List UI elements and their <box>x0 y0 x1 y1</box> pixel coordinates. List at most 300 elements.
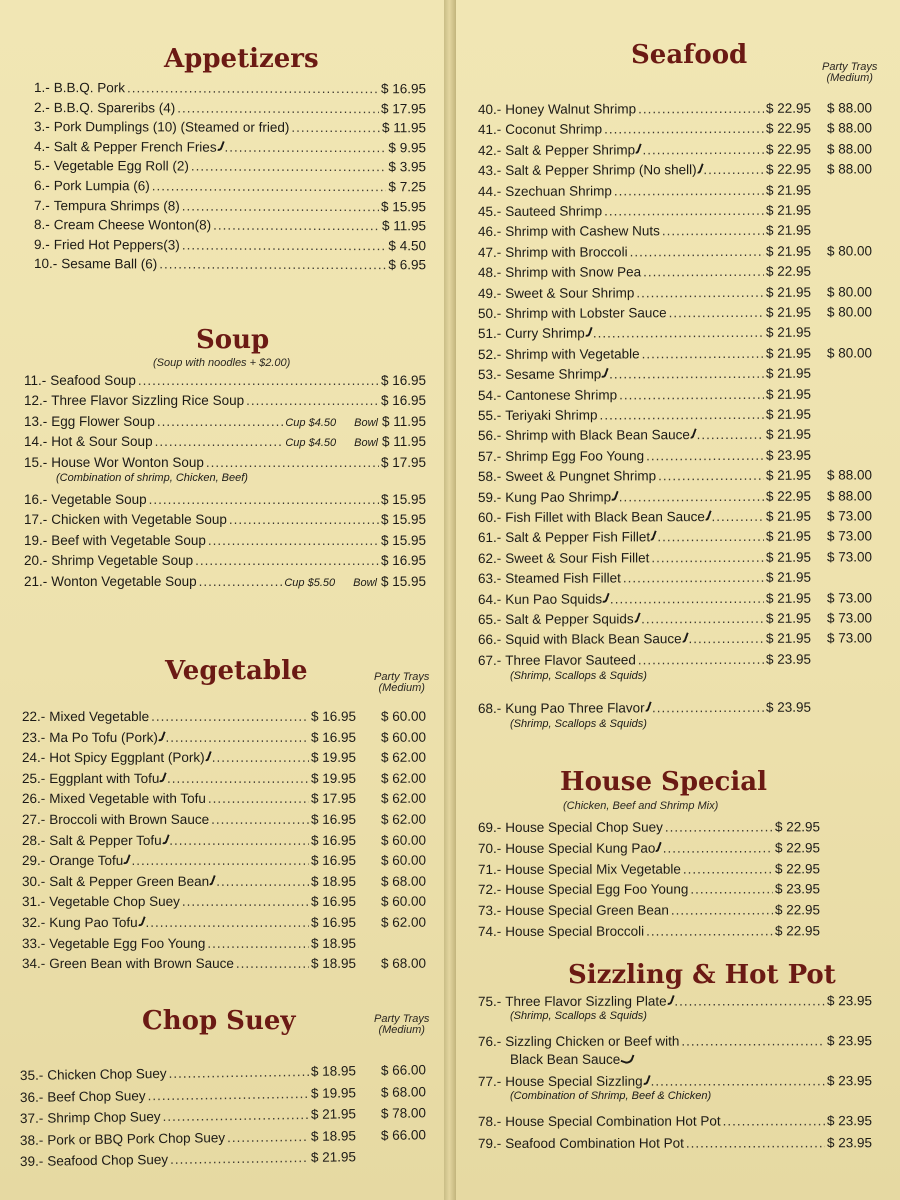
leader-dots <box>159 255 386 276</box>
item-price: $ 16.95 <box>380 553 426 569</box>
item-number: 36.- <box>19 1089 44 1105</box>
leader-dots <box>638 650 764 671</box>
bowl-label: Bowl <box>353 576 377 589</box>
menu-item <box>24 371 426 391</box>
item-name: Szechuan Shrimp <box>505 183 612 199</box>
bowl-label: Bowl <box>354 437 378 450</box>
party-tray-price: $ 80.00 <box>826 284 873 300</box>
leader-dots <box>207 933 309 953</box>
item-number: 66.- <box>477 632 502 648</box>
leader-dots <box>651 1071 825 1091</box>
item-name: Seafood Soup <box>50 373 136 388</box>
item-number: 47.- <box>477 244 502 260</box>
leader-dots <box>236 954 309 974</box>
item-price: $ 21.95 <box>765 467 812 484</box>
item-number: 30.- <box>21 873 46 889</box>
party-tray-price: $ 60.00 <box>380 852 427 869</box>
item-number: 56.- <box>477 428 502 444</box>
item-price: $ 23.95 <box>826 1135 873 1151</box>
leader-dots <box>669 303 764 323</box>
item-price: $ 21.95 <box>310 1149 357 1165</box>
leader-dots <box>630 242 764 263</box>
leader-dots <box>149 490 379 510</box>
item-price: $ 23.95 <box>765 699 812 716</box>
leader-dots <box>166 727 309 747</box>
item-description: (Combination of Shrimp, Beef & Chicken) <box>510 1090 712 1102</box>
party-tray-price: $ 62.00 <box>380 770 427 786</box>
item-number: 62.- <box>477 550 502 566</box>
item-name: Sweet & Sour Fish Fillet <box>505 550 650 566</box>
item-number: 75.- <box>477 993 502 1009</box>
menu-item <box>478 364 872 386</box>
item-price: $ 19.95 <box>310 770 357 786</box>
item-name: Beef with Vegetable Soup <box>51 532 206 548</box>
item-number: 3.- <box>33 119 50 135</box>
menu-item <box>24 531 426 551</box>
item-name: House Special Egg Foo Young <box>505 881 689 898</box>
vegetable-title: Vegetable <box>165 656 308 686</box>
menu-item <box>22 707 426 727</box>
soup-note: (Soup with noodles + $2.00) <box>153 357 291 369</box>
party-tray-price: $ 68.00 <box>380 955 427 972</box>
chili-pepper-icon <box>209 875 216 886</box>
item-price: $ 22.95 <box>774 860 821 876</box>
leader-dots <box>646 446 764 466</box>
leader-dots <box>212 748 309 768</box>
item-price: $ 21.95 <box>765 325 812 341</box>
seafood-title: Seafood <box>631 40 748 70</box>
item-name: Sesame Ball (6) <box>61 256 158 272</box>
menu-item <box>478 880 820 901</box>
chop-suey-trays-header <box>374 1014 429 1036</box>
item-name: Salt & Pepper Shrimp (No shell) <box>505 162 697 179</box>
leader-dots <box>213 216 380 237</box>
leader-dots <box>191 157 387 178</box>
item-name: Salt & Pepper Shrimp <box>505 142 636 158</box>
item-name: Salt & Pepper Squids <box>505 611 634 627</box>
menu-item <box>34 235 426 256</box>
item-name: Vegetable Egg Foo Young <box>49 935 206 951</box>
leader-dots <box>642 344 764 364</box>
party-tray-price: $ 73.00 <box>826 590 873 606</box>
item-price: $ 16.95 <box>310 811 357 827</box>
menu-item <box>24 453 426 473</box>
leader-dots <box>182 235 387 256</box>
leader-dots <box>131 851 309 871</box>
appetizers-title: Appetizers <box>164 44 319 74</box>
item-name: Vegetable Egg Roll (2) <box>53 158 189 174</box>
item-name: Seafood Chop Suey <box>47 1151 169 1169</box>
leader-dots <box>683 859 773 879</box>
item-price: $ 22.95 <box>765 121 812 137</box>
menu-item <box>478 859 820 880</box>
item-number: 61.- <box>477 530 502 546</box>
chili-pepper-icon <box>650 530 657 541</box>
item-name: Squid with Black Bean Sauce <box>505 631 682 648</box>
item-name: Fried Hot Peppers(3) <box>53 236 180 253</box>
leader-dots <box>697 425 764 445</box>
party-tray-price: $ 80.00 <box>826 243 873 259</box>
party-tray-price: $ 68.00 <box>380 1083 427 1100</box>
leader-dots <box>657 527 764 547</box>
menu-item <box>22 748 426 768</box>
item-price: $ 16.95 <box>310 853 357 869</box>
item-price: $ 17.95 <box>380 454 426 470</box>
trays-label: Party Trays <box>374 671 430 683</box>
item-number: 42.- <box>477 142 502 158</box>
item-number: 2.- <box>33 99 50 115</box>
menu-item <box>34 98 426 119</box>
menu-item <box>22 872 426 892</box>
party-tray-price: $ 88.00 <box>826 488 873 504</box>
chili-pepper-icon <box>690 428 696 439</box>
item-price: $ 21.95 <box>310 1106 357 1122</box>
item-price: $ 22.95 <box>765 263 812 280</box>
leader-dots <box>229 510 379 530</box>
leader-dots <box>651 548 764 568</box>
item-number: 55.- <box>477 407 502 423</box>
item-number: 19.- <box>24 532 48 548</box>
item-price: $ 15.95 <box>380 492 426 507</box>
menu-item <box>22 933 426 953</box>
item-price: $ 15.95 <box>380 532 426 548</box>
item-name: Fish Fillet with Black Bean Sauce <box>505 509 705 525</box>
item-number: 16.- <box>24 492 48 507</box>
party-tray-price: $ 88.00 <box>826 100 873 116</box>
menu-item <box>478 486 872 508</box>
item-price: $ 19.95 <box>310 1084 357 1101</box>
item-number: 54.- <box>477 387 502 403</box>
item-price: $ 23.95 <box>826 1113 873 1129</box>
chili-pepper-icon <box>682 632 688 643</box>
leader-dots <box>168 1062 309 1084</box>
item-number: 26.- <box>21 791 46 807</box>
leader-dots <box>167 769 309 789</box>
menu-item <box>478 1133 872 1154</box>
leader-dots <box>681 1031 825 1051</box>
leader-dots <box>216 872 309 892</box>
leader-dots <box>138 371 379 391</box>
item-number: 15.- <box>24 454 48 470</box>
chili-pepper-icon <box>162 833 169 845</box>
cup-price: Cup $4.50 <box>285 437 337 450</box>
item-price: $ 11.95 <box>381 413 426 429</box>
menu-fold <box>444 0 456 1200</box>
item-name: Seafood Combination Hot Pot <box>505 1135 684 1151</box>
leader-dots <box>623 568 764 589</box>
item-number: 68.- <box>477 701 502 717</box>
menu-item <box>24 391 426 411</box>
party-tray-price: $ 62.00 <box>380 791 427 807</box>
leader-dots <box>646 921 773 941</box>
menu-item <box>34 176 426 197</box>
item-price: $ 15.95 <box>380 198 427 214</box>
item-number: 52.- <box>477 346 502 362</box>
item-name: Salt & Pepper Fish Fillet <box>505 529 651 546</box>
menu-item <box>478 1111 872 1132</box>
leader-dots <box>690 880 773 900</box>
item-price: $ 11.95 <box>381 120 427 136</box>
item-name: Green Bean with Brown Sauce <box>49 956 234 972</box>
item-number: 78.- <box>477 1113 502 1129</box>
leader-dots <box>636 282 764 303</box>
item-number: 17.- <box>24 512 48 528</box>
leader-dots <box>610 588 764 609</box>
menu-item <box>478 1031 872 1052</box>
party-tray-price: $ 73.00 <box>826 630 873 646</box>
menu-item <box>22 727 426 747</box>
chili-pepper-icon <box>585 327 593 339</box>
leader-dots <box>157 412 284 432</box>
item-name: Salt & Pepper Green Bean <box>49 873 210 889</box>
item-description: (Shrimp, Scallops & Squids) <box>510 669 647 682</box>
item-number: 8.- <box>33 217 50 233</box>
item-number: 35.- <box>19 1067 44 1083</box>
item-price: $ 22.95 <box>765 141 812 157</box>
item-name: Teriyaki Shrimp <box>505 407 598 423</box>
party-tray-price: $ 88.00 <box>826 120 873 136</box>
item-number: 53.- <box>477 367 502 383</box>
menu-item <box>478 384 872 406</box>
item-name: Salt & Pepper Tofu <box>49 832 162 848</box>
item-number: 10.- <box>33 256 58 272</box>
item-name: Shrimp with Snow Pea <box>505 264 642 281</box>
leader-dots <box>182 892 309 912</box>
leader-dots <box>674 991 825 1011</box>
item-price: $ 16.95 <box>310 914 357 930</box>
item-price: $ 21.95 <box>765 569 812 586</box>
item-name: Mixed Vegetable with Tofu <box>49 791 206 807</box>
item-price: $ 22.95 <box>774 840 821 856</box>
menu-item <box>478 302 872 324</box>
item-name: Shrimp with Cashew Nuts <box>505 223 660 240</box>
menu-item <box>34 156 426 177</box>
item-price: $ 21.95 <box>765 304 812 320</box>
item-name: Ma Po Tofu (Pork) <box>49 729 158 745</box>
item-name: Coconut Shrimp <box>505 121 603 138</box>
menu-item <box>34 215 426 236</box>
menu-item <box>24 432 426 452</box>
menu-item <box>478 241 872 263</box>
item-number: 72.- <box>477 882 502 898</box>
cup-price: Cup $4.50 <box>285 416 337 429</box>
item-price: $ 23.95 <box>826 1073 873 1089</box>
menu-item <box>478 817 820 838</box>
leader-dots <box>227 1126 309 1147</box>
item-number: 64.- <box>477 591 502 607</box>
leader-dots <box>658 466 764 486</box>
item-name: Beef Chop Suey <box>47 1087 146 1105</box>
menu-item <box>24 572 426 592</box>
item-description: (Combination of shrimp, Chicken, Beef) <box>56 471 248 484</box>
leader-dots <box>211 810 309 830</box>
item-name: House Special Green Bean <box>505 902 669 919</box>
item-name: Hot & Sour Soup <box>51 434 153 450</box>
item-price: $ 18.95 <box>310 1063 357 1079</box>
item-number: 70.- <box>477 840 502 856</box>
chili-pepper-icon <box>621 1051 635 1065</box>
trays-label: Party Trays <box>822 61 878 73</box>
chili-pepper-icon <box>158 730 165 742</box>
item-number: 33.- <box>21 935 46 951</box>
house-special-title: House Special <box>560 767 767 797</box>
menu-item <box>24 490 426 510</box>
menu-item <box>478 404 872 426</box>
item-number: 57.- <box>477 448 502 464</box>
item-price: $ 22.95 <box>774 923 821 939</box>
chili-pepper-icon <box>611 490 618 502</box>
item-price: $ 7.25 <box>388 179 427 195</box>
item-name: Cream Cheese Wonton(8) <box>53 217 212 233</box>
item-number: 45.- <box>477 203 502 219</box>
menu-item <box>22 769 426 789</box>
item-name: Curry Shrimp <box>505 325 585 342</box>
soup-title: Soup <box>196 325 270 355</box>
party-tray-price: $ 66.00 <box>380 1062 427 1078</box>
party-tray-price: $ 80.00 <box>826 304 873 320</box>
item-name: Shrimp Vegetable Soup <box>51 553 194 569</box>
item-name: Pork or BBQ Pork Chop Suey <box>47 1129 226 1148</box>
menu-item <box>478 629 872 651</box>
menu-item <box>34 78 426 99</box>
item-price: $ 9.95 <box>388 140 427 156</box>
item-name: Tempura Shrimps (8) <box>53 197 180 214</box>
item-price: $ 17.95 <box>310 791 357 807</box>
item-name: House Special Sizzling <box>505 1073 643 1089</box>
party-tray-price: $ 60.00 <box>380 729 427 745</box>
leader-dots <box>686 1133 825 1153</box>
item-number: 44.- <box>477 183 502 199</box>
party-tray-price: $ 88.00 <box>826 161 873 177</box>
party-tray-price: $ 78.00 <box>380 1105 427 1121</box>
menu-item <box>22 954 426 974</box>
item-number: 22.- <box>21 708 46 724</box>
item-number: 20.- <box>24 553 48 569</box>
menu-item <box>22 892 426 912</box>
menu-item <box>478 838 820 859</box>
leader-dots <box>665 817 773 837</box>
party-tray-price: $ 60.00 <box>380 708 427 724</box>
menu-item <box>478 608 872 630</box>
item-number: 67.- <box>477 652 502 668</box>
chili-pepper-icon <box>635 143 642 155</box>
item-price: $ 16.95 <box>380 81 427 97</box>
item-number: 39.- <box>19 1153 44 1169</box>
trays-size: (Medium) <box>378 1024 425 1036</box>
item-price: $ 18.95 <box>310 873 357 889</box>
item-number: 43.- <box>477 163 502 179</box>
item-price: $ 21.95 <box>765 631 812 647</box>
item-name: Three Flavor Sauteed <box>505 652 636 668</box>
party-tray-price: $ 73.00 <box>826 610 873 626</box>
item-number: 23.- <box>21 729 46 745</box>
item-name: Kung Pao Tofu <box>49 914 138 930</box>
menu-item <box>478 527 872 549</box>
item-number: 76.- <box>477 1033 502 1049</box>
chili-pepper-icon <box>602 367 609 379</box>
item-number: 1.- <box>33 80 50 96</box>
party-tray-price: $ 80.00 <box>826 345 873 361</box>
item-name: House Special Kung Pao <box>505 840 656 856</box>
trays-size: (Medium) <box>378 682 425 694</box>
item-price: $ 16.95 <box>380 373 426 388</box>
item-name: Hot Spicy Eggplant (Pork) <box>49 750 205 766</box>
menu-item <box>478 921 820 942</box>
chop-suey-title: Chop Suey <box>142 1006 296 1036</box>
item-name: House Special Combination Hot Pot <box>505 1113 721 1129</box>
item-number: 4.- <box>33 138 50 154</box>
item-name: Pork Dumplings (10) (Steamed or fried) <box>53 119 290 136</box>
item-number: 32.- <box>21 914 46 930</box>
item-name: Orange Tofu <box>49 853 124 869</box>
item-price: $ 21.95 <box>765 549 812 565</box>
item-name: Shrimp Egg Foo Young <box>505 448 645 464</box>
item-price: $ 18.95 <box>310 956 357 972</box>
item-number: 48.- <box>477 265 502 281</box>
menu-item <box>34 254 426 275</box>
cup-price: Cup $5.50 <box>284 576 336 589</box>
seafood-trays-header <box>822 62 877 84</box>
item-name: Shrimp with Lobster Sauce <box>505 305 667 321</box>
item-name: Salt & Pepper French Fries <box>53 138 217 155</box>
item-number: 37.- <box>19 1110 44 1126</box>
item-description: (Shrimp, Scallops & Squids) <box>510 1010 647 1022</box>
item-price: $ 16.95 <box>380 393 426 409</box>
leader-dots <box>151 707 309 727</box>
item-number: 73.- <box>477 903 502 919</box>
leader-dots <box>155 432 284 452</box>
item-price: $ 22.95 <box>765 161 812 178</box>
chili-pepper-icon <box>634 612 641 624</box>
item-price: $ 23.95 <box>765 447 812 463</box>
item-name: Shrimp with Vegetable <box>505 346 640 362</box>
chili-pepper-icon <box>138 916 145 928</box>
leader-dots <box>127 78 379 99</box>
item-price: $ 22.95 <box>774 819 821 835</box>
menu-item <box>478 221 872 243</box>
item-number: 12.- <box>24 393 48 409</box>
item-name-continued: Black Bean Sauce <box>510 1050 633 1070</box>
menu-item <box>478 568 872 590</box>
item-name: Vegetable Chop Suey <box>49 894 180 910</box>
item-number: 50.- <box>477 305 502 321</box>
leader-dots <box>593 323 764 344</box>
item-name: House Wor Wonton Soup <box>51 454 204 470</box>
item-name: Shrimp with Broccoli <box>505 244 628 260</box>
item-price: $ 21.95 <box>765 610 812 626</box>
menu-item <box>24 551 426 571</box>
item-name: Sizzling Chicken or Beef with <box>505 1033 680 1049</box>
menu-item <box>22 851 426 871</box>
party-tray-price: $ 62.00 <box>380 914 427 930</box>
menu-item <box>34 117 426 138</box>
leader-dots <box>195 551 379 571</box>
item-name: Mixed Vegetable <box>49 708 150 724</box>
item-number: 31.- <box>21 894 46 910</box>
leader-dots <box>147 1083 309 1105</box>
leader-dots <box>224 137 386 158</box>
item-price: $ 18.95 <box>310 935 357 951</box>
leader-dots <box>146 913 309 933</box>
menu-item <box>478 139 872 161</box>
item-price: $ 23.95 <box>765 651 812 667</box>
item-name: Three Flavor Sizzling Rice Soup <box>51 393 245 409</box>
chili-pepper-icon <box>124 854 132 866</box>
item-price: $ 11.95 <box>381 218 427 234</box>
party-tray-price: $ 88.00 <box>826 467 873 483</box>
leader-dots <box>152 176 387 197</box>
item-number: 13.- <box>24 413 48 429</box>
